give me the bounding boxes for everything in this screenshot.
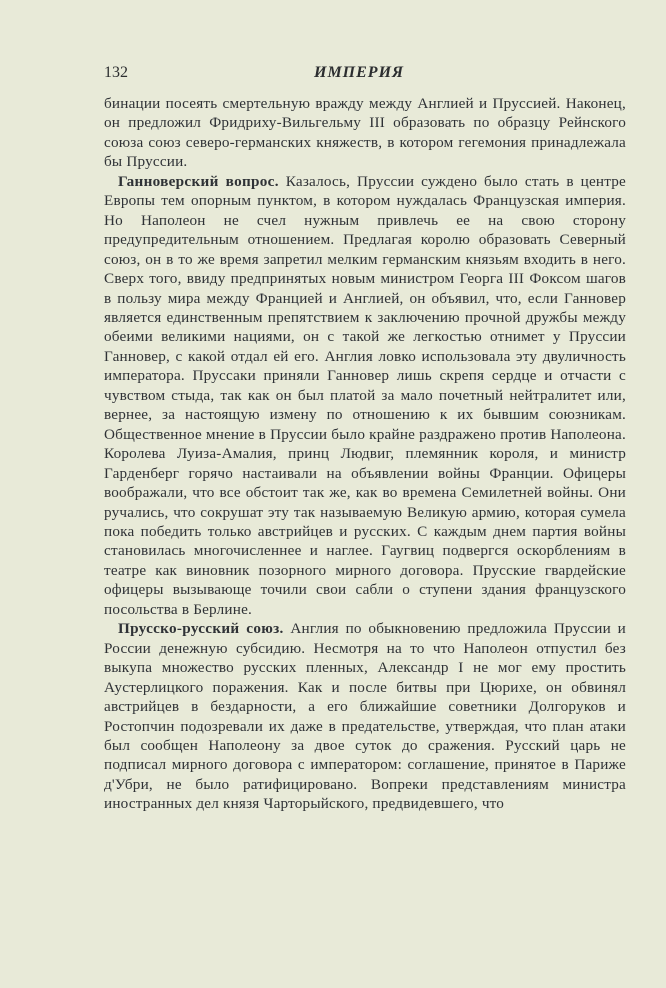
body-text <box>104 94 626 814</box>
paragraph-text: Англия по обыкновению предложила Пруссии и России денежную субсидию. Несмотря на то что Наполеон отпустил без выкупа множество русских пленных, Александр I не мог ему простить Аустерлицкого поражения. Как и после битвы при Цюрихе, он обвинял австрийцев в бездарности, а его ближайшие советники Долгоруков и Ростопчин подозревали их даже в предательстве, утверждая, что план атаки был сообщен Наполеону за двое суток до сражения. Русский царь не подписал мирного договора с императором: соглашение, принятое в Париже д'Убри, не было ратифицировано. Вопреки представлениям министра иностранных дел князя Чарторыйского, предвидевшего, что <box>104 620 626 813</box>
paragraph-continuation <box>104 94 626 172</box>
page-number: 132 <box>104 64 128 81</box>
page-header <box>104 64 626 84</box>
section-heading: Ганноверский вопрос. <box>118 172 279 190</box>
running-title: ИМПЕРИЯ <box>314 64 405 81</box>
paragraph-prussian-russian-alliance <box>104 619 626 814</box>
section-heading: Прусско-русский союз. <box>118 620 284 638</box>
paragraph-text: бинации посеять смертельную вражду между Англией и Пруссией. Наконец, он предложил Фридриху-Вильгельму III образовать по образцу Рейнского союза союз северо-германских княжеств, в котором гегемония принадлежала бы Пруссии. <box>104 95 626 171</box>
paragraph-hanover-question <box>104 172 626 619</box>
paragraph-text: Казалось, Пруссии суждено было стать в центре Европы тем опорным пунктом, в котором нуждалась Французская империя. Но Наполеон не счел нужным привлечь ее на свою сторону предупредительным отношением. Предлагая королю образовать Северный союз, он в то же время запретил мелким германским князьям входить в него. Сверх того, ввиду предпринятых новым министром Георга III Фоксом шагов в пользу мира между Францией и Англией, он объявил, что, если Ганновер является единственным препятствием к заключению прочной дружбы между обеими великими нациями, он с такой же легкостью отнимет у Пруссии Ганновер, с какой отдал ей его. Англия ловко использовала эту двуличность императора. Пруссаки приняли Ганновер лишь скрепя сердце и отчасти с чувством стыда, так как он был платой за мало почетный нейтралитет или, вернее, за настоящую измену по отношению к их бывшим союзникам. Общественное мнение в Пруссии было крайне раздражено против Наполеона. Королева Луиза-Амалия, принц Людвиг, племянник короля, и министр Гарденберг горячо настаивали на объявлении войны Франции. Офицеры воображали, что все обстоит так же, как во времена Семилетней войны. Они ручались, что сокрушат эту так называемую Великую армию, которая сумела пока победить только австрийцев и русских. С каждым днем партия войны становилась многочисленнее и наглее. Гаугвиц подвергся оскорблениям в театре как виновник позорного мирного договора. Прусские гвардейские офицеры вызывающе точили свои сабли о ступени здания французского посольства в Берлине. <box>104 172 626 618</box>
